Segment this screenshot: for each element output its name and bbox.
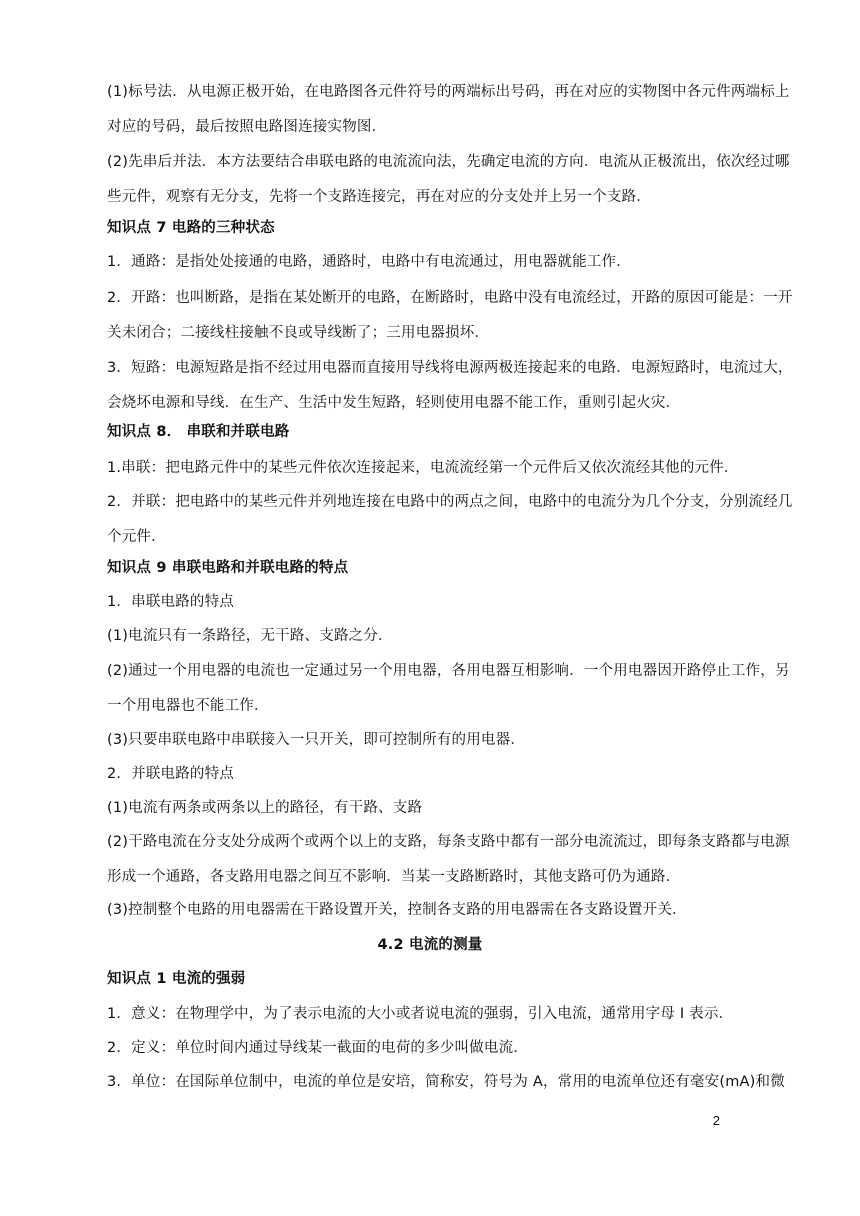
paragraph-open-circuit: 2．开路：也叫断路，是指在某处断开的电路，在断路时，电路中没有电流经过，开路的原因可能是：一开关未闭合；二接线柱接触不良或导线断了；三用电器损坏． [107,290,793,341]
paragraph-closed-circuit: 1．通路：是指处处接通的电路，通路时，电路中有电流通过，用电器就能工作． [107,254,631,270]
paragraph-current-unit: 3．单位：在国际单位制中，电流的单位是安培，简称安，符号为 A，常用的电流单位还有毫安(mA)和微 [107,1074,785,1090]
paragraph-parallel-feature-3: (3)控制整个电路的用电器需在干路设置开关，控制各支路的用电器需在各支路设置开关． [107,902,687,918]
page-number: 2 [712,1113,720,1128]
paragraph-series-definition: 1.串联：把电路元件中的某些元件依次连接起来，电流流经第一个元件后又依次流经其他的元件． [107,460,739,476]
section-title-current-measurement: 4.2 电流的测量 [377,937,483,953]
subheading-series-features: 1．串联电路的特点 [107,594,235,610]
paragraph-series-feature-2: (2)通过一个用电器的电流也一定通过另一个用电器，各用电器互相影响．一个用电器因开路停止工作，另一个用电器也不能工作． [107,663,790,714]
heading-knowledge-point-8: 知识点 8． 串联和并联电路 [107,424,290,440]
paragraph-series-feature-3: (3)只要串联电路中串联接入一只开关，即可控制所有的用电器． [107,732,526,748]
subheading-parallel-features: 2．并联电路的特点 [107,766,235,782]
heading-knowledge-point-7: 知识点 7 电路的三种状态 [107,220,275,236]
paragraph-parallel-feature-1: (1)电流有两条或两条以上的路径，有干路、支路 [107,800,423,816]
paragraph-parallel-feature-2: (2)干路电流在分支处分成两个或两个以上的支路，每条支路中都有一部分电流流过，即每条支路都与电源形成一个通路，各支路用电器之间互不影响．当某一支路断路时，其他支路可仍为通路． [107,834,790,885]
paragraph-series-first-method: (2)先串后并法．本方法要结合串联电路的电流流向法，先确定电流的方向．电流从正极流出，依次经过哪些元件，观察有无分支，先将一个支路连接完，再在对应的分支处并上另一个支路． [107,154,790,205]
paragraph-label-method: (1)标号法．从电源正极开始，在电路图各元件符号的两端标出号码，再在对应的实物图中各元件两端标上对应的号码，最后按照电路图连接实物图． [107,84,790,135]
heading-knowledge-point-9: 知识点 9 串联电路和并联电路的特点 [107,560,349,576]
paragraph-short-circuit: 3．短路：电源短路是指不经过用电器而直接用导线将电源两极连接起来的电路．电源短路时，电流过大，会烧坏电源和导线．在生产、生活中发生短路，轻则使用电器不能工作，重则引起火灾． [107,360,793,411]
paragraph-parallel-definition: 2．并联：把电路中的某些元件并列地连接在电路中的两点之间，电路中的电流分为几个分支，分别流经几个元件． [107,494,793,545]
paragraph-series-feature-1: (1)电流只有一条路径，无干路、支路之分． [107,628,393,644]
paragraph-current-meaning: 1．意义：在物理学中，为了表示电流的大小或者说电流的强弱，引入电流，通常用字母 I 表示． [107,1006,734,1022]
paragraph-current-definition: 2．定义：单位时间内通过导线某一截面的电荷的多少叫做电流． [107,1040,529,1056]
heading-knowledge-point-1: 知识点 1 电流的强弱 [107,971,246,987]
